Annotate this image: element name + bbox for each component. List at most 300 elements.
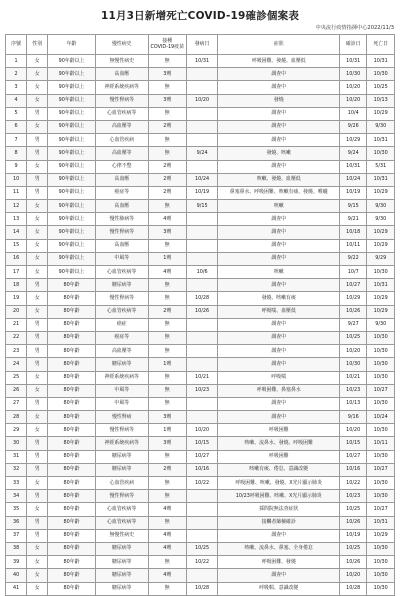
row-death-date: 10/30 [367, 569, 395, 582]
row-onset [186, 213, 218, 226]
table-row [6, 542, 395, 555]
row-history: 糖尿病等 [95, 569, 148, 582]
row-onset [186, 279, 218, 292]
row-onset: 10/15 [186, 437, 218, 450]
row-onset [186, 81, 218, 94]
row-diag-date: 10/25 [340, 503, 367, 516]
row-no: 5 [6, 107, 27, 120]
row-death-date: 10/27 [367, 384, 395, 397]
row-diag-date: 10/20 [340, 94, 367, 107]
row-age: 80年齡 [48, 582, 96, 595]
row-age: 90年齡以上 [48, 94, 96, 107]
table-row [6, 94, 395, 107]
row-diag-date: 10/15 [340, 437, 367, 450]
row-age: 90年齡以上 [48, 173, 96, 186]
row-history: 神經系統疾病等 [95, 437, 148, 450]
row-age: 80年齡 [48, 437, 96, 450]
row-diag-date: 10/19 [340, 529, 367, 542]
row-sex: 男 [27, 279, 48, 292]
row-no: 4 [6, 94, 27, 107]
page-title: 11月3日新增死亡COVID-19確診個案表 [100, 10, 300, 22]
row-age: 80年齡 [48, 279, 96, 292]
row-age: 80年齡 [48, 371, 96, 384]
row-history: 無慢性病史 [95, 55, 148, 68]
row-history: 無慢性病史 [95, 529, 148, 542]
row-age: 90年齡以上 [48, 81, 96, 94]
row-onset [186, 120, 218, 133]
row-symptom: 10/23呼吸困難、咳嗽、X光片顯示肺炎 [218, 490, 340, 503]
row-no: 41 [6, 582, 27, 595]
row-no: 28 [6, 411, 27, 424]
table-row [6, 569, 395, 582]
row-age: 80年齡 [48, 318, 96, 331]
row-symptom: 發燒、咳嗽有痰 [218, 292, 340, 305]
row-diag-date: 9/24 [340, 147, 367, 160]
row-death-date: 10/25 [367, 81, 395, 94]
row-diag-date: 10/16 [340, 463, 367, 476]
row-sex: 男 [27, 463, 48, 476]
row-no: 29 [6, 424, 27, 437]
row-sex: 男 [27, 318, 48, 331]
row-sex: 女 [27, 239, 48, 252]
table-row [6, 266, 395, 279]
row-death-date: 10/13 [367, 94, 395, 107]
row-history: 糖尿病等 [95, 463, 148, 476]
row-death-date: 10/29 [367, 305, 395, 318]
row-no: 12 [6, 200, 27, 213]
row-no: 8 [6, 147, 27, 160]
row-vaccine: 無 [148, 384, 186, 397]
row-onset: 9/24 [186, 147, 218, 160]
row-onset: 10/28 [186, 292, 218, 305]
row-history: 心血管疾病等 [95, 516, 148, 529]
row-symptom: 呼吸困難、咳嗽、發燒、X光片顯示肺炎 [218, 477, 340, 490]
row-onset [186, 318, 218, 331]
row-symptom: 咳嗽、流鼻水、鼻塞、全身倦怠 [218, 542, 340, 555]
row-history: 心血管疾病等 [95, 503, 148, 516]
row-history: 中風等 [95, 384, 148, 397]
row-onset [186, 411, 218, 424]
row-death-date: 10/30 [367, 371, 395, 384]
row-onset [186, 569, 218, 582]
row-onset [186, 68, 218, 81]
row-history: 糖尿病等 [95, 358, 148, 371]
row-diag-date: 10/19 [340, 186, 367, 199]
table-row [6, 120, 395, 133]
row-sex: 男 [27, 134, 48, 147]
row-sex: 女 [27, 81, 48, 94]
row-diag-date: 10/20 [340, 569, 367, 582]
row-onset [186, 331, 218, 344]
row-onset: 9/15 [186, 200, 218, 213]
row-no: 13 [6, 213, 27, 226]
row-no: 19 [6, 292, 27, 305]
row-symptom: 調查中 [218, 411, 340, 424]
header-death-date: 死亡日 [367, 35, 395, 55]
row-diag-date: 9/22 [340, 252, 367, 265]
row-age: 80年齡 [48, 463, 96, 476]
row-symptom: 調查中 [218, 397, 340, 410]
row-diag-date: 10/29 [340, 134, 367, 147]
row-onset [186, 107, 218, 120]
row-death-date: 10/29 [367, 292, 395, 305]
row-history: 心血管疾病等 [95, 107, 148, 120]
row-vaccine: 2劑 [148, 173, 186, 186]
row-history: 慢性腎病等 [95, 226, 148, 239]
row-diag-date: 10/26 [340, 516, 367, 529]
row-symptom: 呼吸喘、血壓低 [218, 305, 340, 318]
row-diag-date: 10/20 [340, 424, 367, 437]
table-row [6, 490, 395, 503]
row-death-date: 9/30 [367, 120, 395, 133]
row-symptom: 咳嗽、流鼻水、發燒、呼吸困難 [218, 437, 340, 450]
row-death-date: 10/29 [367, 239, 395, 252]
row-history: 慢性腎病等 [95, 292, 148, 305]
row-symptom: 發燒、咳嗽 [218, 147, 340, 160]
table-row [6, 147, 395, 160]
row-sex: 女 [27, 477, 48, 490]
row-no: 17 [6, 266, 27, 279]
row-history: 中風等 [95, 397, 148, 410]
row-onset [186, 503, 218, 516]
row-history: 糖尿病等 [95, 450, 148, 463]
row-death-date: 10/30 [367, 358, 395, 371]
header-vaccine [148, 35, 186, 55]
table-row [6, 516, 395, 529]
row-vaccine: 無 [148, 107, 186, 120]
row-age: 80年齡 [48, 529, 96, 542]
page-subtitle: 中央流行疫情指揮中心2022/11/3 [315, 25, 394, 31]
row-diag-date: 10/7 [340, 266, 367, 279]
table-header [6, 35, 395, 55]
row-death-date: 10/30 [367, 397, 395, 410]
row-age: 90年齡以上 [48, 147, 96, 160]
row-sex: 男 [27, 173, 48, 186]
row-diag-date: 10/31 [340, 55, 367, 68]
row-sex: 女 [27, 371, 48, 384]
row-no: 30 [6, 437, 27, 450]
row-diag-date: 9/26 [340, 120, 367, 133]
row-sex: 男 [27, 516, 48, 529]
row-symptom: 調查中 [218, 345, 340, 358]
row-vaccine: 無 [148, 239, 186, 252]
row-symptom: 接觸者篩檢確診 [218, 516, 340, 529]
row-history: 心律不整 [95, 160, 148, 173]
row-diag-date: 10/25 [340, 542, 367, 555]
row-death-date: 10/29 [367, 107, 395, 120]
row-diag-date: 10/28 [340, 582, 367, 595]
row-symptom: 咳嗽 [218, 200, 340, 213]
table-row [6, 134, 395, 147]
row-no: 22 [6, 331, 27, 344]
row-symptom: 調查中 [218, 358, 340, 371]
row-no: 23 [6, 345, 27, 358]
row-no: 24 [6, 358, 27, 371]
row-symptom: 調查中 [218, 239, 340, 252]
row-history: 高血壓 [95, 173, 148, 186]
row-symptom: 調查中 [218, 213, 340, 226]
row-sex: 女 [27, 424, 48, 437]
row-sex: 女 [27, 292, 48, 305]
row-history: 心血管疾病 [95, 134, 148, 147]
row-death-date: 10/27 [367, 503, 395, 516]
row-vaccine: 2劑 [148, 305, 186, 318]
row-diag-date: 10/30 [340, 68, 367, 81]
table-row [6, 173, 395, 186]
row-history: 心血管疾病 [95, 477, 148, 490]
table-row [6, 81, 395, 94]
row-age: 90年齡以上 [48, 200, 96, 213]
row-age: 90年齡以上 [48, 120, 96, 133]
row-no: 34 [6, 490, 27, 503]
row-no: 15 [6, 239, 27, 252]
row-symptom: 採問院無法查症狀 [218, 503, 340, 516]
header-vaccine-line1: 接種 [162, 38, 173, 45]
table-row [6, 477, 395, 490]
row-age: 90年齡以上 [48, 252, 96, 265]
row-diag-date: 9/21 [340, 213, 367, 226]
row-age: 90年齡以上 [48, 160, 96, 173]
table-row [6, 556, 395, 569]
table-row [6, 371, 395, 384]
row-sex: 女 [27, 411, 48, 424]
row-no: 39 [6, 556, 27, 569]
row-onset [186, 160, 218, 173]
row-vaccine: 3劑 [148, 68, 186, 81]
row-no: 9 [6, 160, 27, 173]
row-symptom: 咳嗽有痰、倦怠、意識改變 [218, 463, 340, 476]
row-symptom: 呼吸困難、鼻塞鼻水 [218, 384, 340, 397]
row-onset: 10/31 [186, 55, 218, 68]
row-vaccine: 4劑 [148, 529, 186, 542]
row-sex: 男 [27, 147, 48, 160]
row-symptom: 調查中 [218, 529, 340, 542]
header-age: 年齡 [48, 35, 96, 55]
row-diag-date: 9/15 [340, 200, 367, 213]
row-vaccine: 2劑 [148, 186, 186, 199]
table-row [6, 107, 395, 120]
row-history: 高血壓 [95, 68, 148, 81]
row-sex: 女 [27, 384, 48, 397]
row-symptom: 咳嗽 [218, 266, 340, 279]
table-row [6, 437, 395, 450]
row-history: 高血壓等 [95, 147, 148, 160]
row-death-date: 10/31 [367, 134, 395, 147]
row-death-date: 10/31 [367, 516, 395, 529]
row-vaccine: 無 [148, 318, 186, 331]
table-row [6, 424, 395, 437]
row-onset: 10/6 [186, 266, 218, 279]
row-onset [186, 490, 218, 503]
row-age: 80年齡 [48, 424, 96, 437]
row-death-date: 10/29 [367, 226, 395, 239]
row-age: 80年齡 [48, 569, 96, 582]
row-vaccine: 無 [148, 490, 186, 503]
row-symptom: 調查中 [218, 120, 340, 133]
cases-table [5, 34, 395, 596]
row-history: 慢性肺病等 [95, 213, 148, 226]
row-death-date: 10/30 [367, 542, 395, 555]
row-age: 80年齡 [48, 411, 96, 424]
row-sex: 男 [27, 397, 48, 410]
row-symptom: 呼吸困難 [218, 450, 340, 463]
row-onset [186, 397, 218, 410]
row-onset [186, 134, 218, 147]
row-age: 90年齡以上 [48, 68, 96, 81]
row-sex: 男 [27, 529, 48, 542]
row-onset [186, 252, 218, 265]
row-age: 80年齡 [48, 542, 96, 555]
row-no: 7 [6, 134, 27, 147]
row-onset [186, 516, 218, 529]
row-onset: 10/20 [186, 94, 218, 107]
row-age: 90年齡以上 [48, 239, 96, 252]
row-history: 慢性腎病等 [95, 424, 148, 437]
row-diag-date: 10/25 [340, 331, 367, 344]
row-onset: 10/26 [186, 305, 218, 318]
row-symptom: 調查中 [218, 279, 340, 292]
row-symptom: 呼吸喘、意識改變 [218, 582, 340, 595]
row-no: 14 [6, 226, 27, 239]
header-history: 慢性病史 [95, 35, 148, 55]
row-diag-date: 10/23 [340, 490, 367, 503]
row-vaccine: 無 [148, 331, 186, 344]
row-sex: 女 [27, 582, 48, 595]
row-sex: 女 [27, 569, 48, 582]
row-history: 心血管疾病等 [95, 305, 148, 318]
row-vaccine: 無 [148, 200, 186, 213]
row-diag-date: 10/23 [340, 384, 367, 397]
table-row [6, 503, 395, 516]
row-history: 慢性腎病 [95, 411, 148, 424]
table-row [6, 529, 395, 542]
row-death-date: 9/30 [367, 213, 395, 226]
row-vaccine: 3劑 [148, 94, 186, 107]
table-row [6, 582, 395, 595]
row-symptom: 調查中 [218, 134, 340, 147]
row-no: 37 [6, 529, 27, 542]
table-row [6, 292, 395, 305]
row-diag-date: 10/26 [340, 556, 367, 569]
row-sex: 男 [27, 450, 48, 463]
row-sex: 女 [27, 94, 48, 107]
row-vaccine: 2劑 [148, 120, 186, 133]
row-age: 80年齡 [48, 331, 96, 344]
row-symptom: 發燒 [218, 94, 340, 107]
row-sex: 女 [27, 266, 48, 279]
row-age: 90年齡以上 [48, 213, 96, 226]
table-row [6, 186, 395, 199]
row-onset: 10/27 [186, 450, 218, 463]
row-diag-date: 10/21 [340, 371, 367, 384]
row-sex: 女 [27, 200, 48, 213]
row-history: 高血壓等 [95, 120, 148, 133]
row-sex: 女 [27, 305, 48, 318]
row-symptom: 調查中 [218, 318, 340, 331]
row-onset: 10/24 [186, 173, 218, 186]
row-death-date: 9/30 [367, 318, 395, 331]
table-row [6, 450, 395, 463]
row-vaccine: 無 [148, 477, 186, 490]
row-symptom: 調查中 [218, 331, 340, 344]
row-diag-date: 10/26 [340, 305, 367, 318]
row-death-date: 10/24 [367, 411, 395, 424]
row-sex: 女 [27, 252, 48, 265]
row-age: 90年齡以上 [48, 55, 96, 68]
row-age: 90年齡以上 [48, 107, 96, 120]
row-history: 糖尿病等 [95, 556, 148, 569]
row-vaccine: 無 [148, 147, 186, 160]
row-death-date: 10/30 [367, 331, 395, 344]
row-history: 心血管疾病等 [95, 266, 148, 279]
row-sex: 女 [27, 503, 48, 516]
row-diag-date: 10/18 [340, 226, 367, 239]
row-vaccine: 1劑 [148, 252, 186, 265]
row-vaccine: 無 [148, 450, 186, 463]
row-age: 80年齡 [48, 358, 96, 371]
row-history: 高血壓 [95, 239, 148, 252]
row-death-date: 10/30 [367, 582, 395, 595]
table-row [6, 318, 395, 331]
row-diag-date: 10/30 [340, 358, 367, 371]
row-history: 糖尿病等 [95, 582, 148, 595]
row-no: 35 [6, 503, 27, 516]
row-vaccine: 無 [148, 516, 186, 529]
table-row [6, 239, 395, 252]
row-history: 高血壓等 [95, 345, 148, 358]
row-vaccine: 無 [148, 292, 186, 305]
row-death-date: 10/31 [367, 279, 395, 292]
row-sex: 男 [27, 490, 48, 503]
header-onset: 發病日 [186, 35, 218, 55]
row-death-date: 10/27 [367, 463, 395, 476]
row-onset: 10/23 [186, 384, 218, 397]
row-sex: 女 [27, 556, 48, 569]
row-vaccine: 無 [148, 55, 186, 68]
row-sex: 男 [27, 358, 48, 371]
row-age: 80年齡 [48, 305, 96, 318]
row-vaccine: 3劑 [148, 437, 186, 450]
row-vaccine: 無 [148, 81, 186, 94]
table-row [6, 68, 395, 81]
row-vaccine: 1劑 [148, 358, 186, 371]
table-row [6, 411, 395, 424]
row-age: 80年齡 [48, 490, 96, 503]
row-no: 36 [6, 516, 27, 529]
header-sex: 性別 [27, 35, 48, 55]
row-diag-date: 10/24 [340, 173, 367, 186]
row-age: 80年齡 [48, 477, 96, 490]
table-row [6, 305, 395, 318]
row-onset [186, 529, 218, 542]
row-age: 80年齡 [48, 450, 96, 463]
row-history: 糖尿病等 [95, 279, 148, 292]
row-onset: 10/16 [186, 463, 218, 476]
row-symptom: 呼吸困難 [218, 424, 340, 437]
table-row [6, 463, 395, 476]
row-vaccine: 4劑 [148, 213, 186, 226]
row-vaccine: 無 [148, 556, 186, 569]
row-symptom: 調查中 [218, 107, 340, 120]
row-sex: 男 [27, 331, 48, 344]
table-row [6, 213, 395, 226]
header-no: 序號 [6, 35, 27, 55]
table-row [6, 55, 395, 68]
row-history: 中風等 [95, 252, 148, 265]
table-row [6, 252, 395, 265]
row-no: 33 [6, 477, 27, 490]
row-onset: 10/25 [186, 542, 218, 555]
